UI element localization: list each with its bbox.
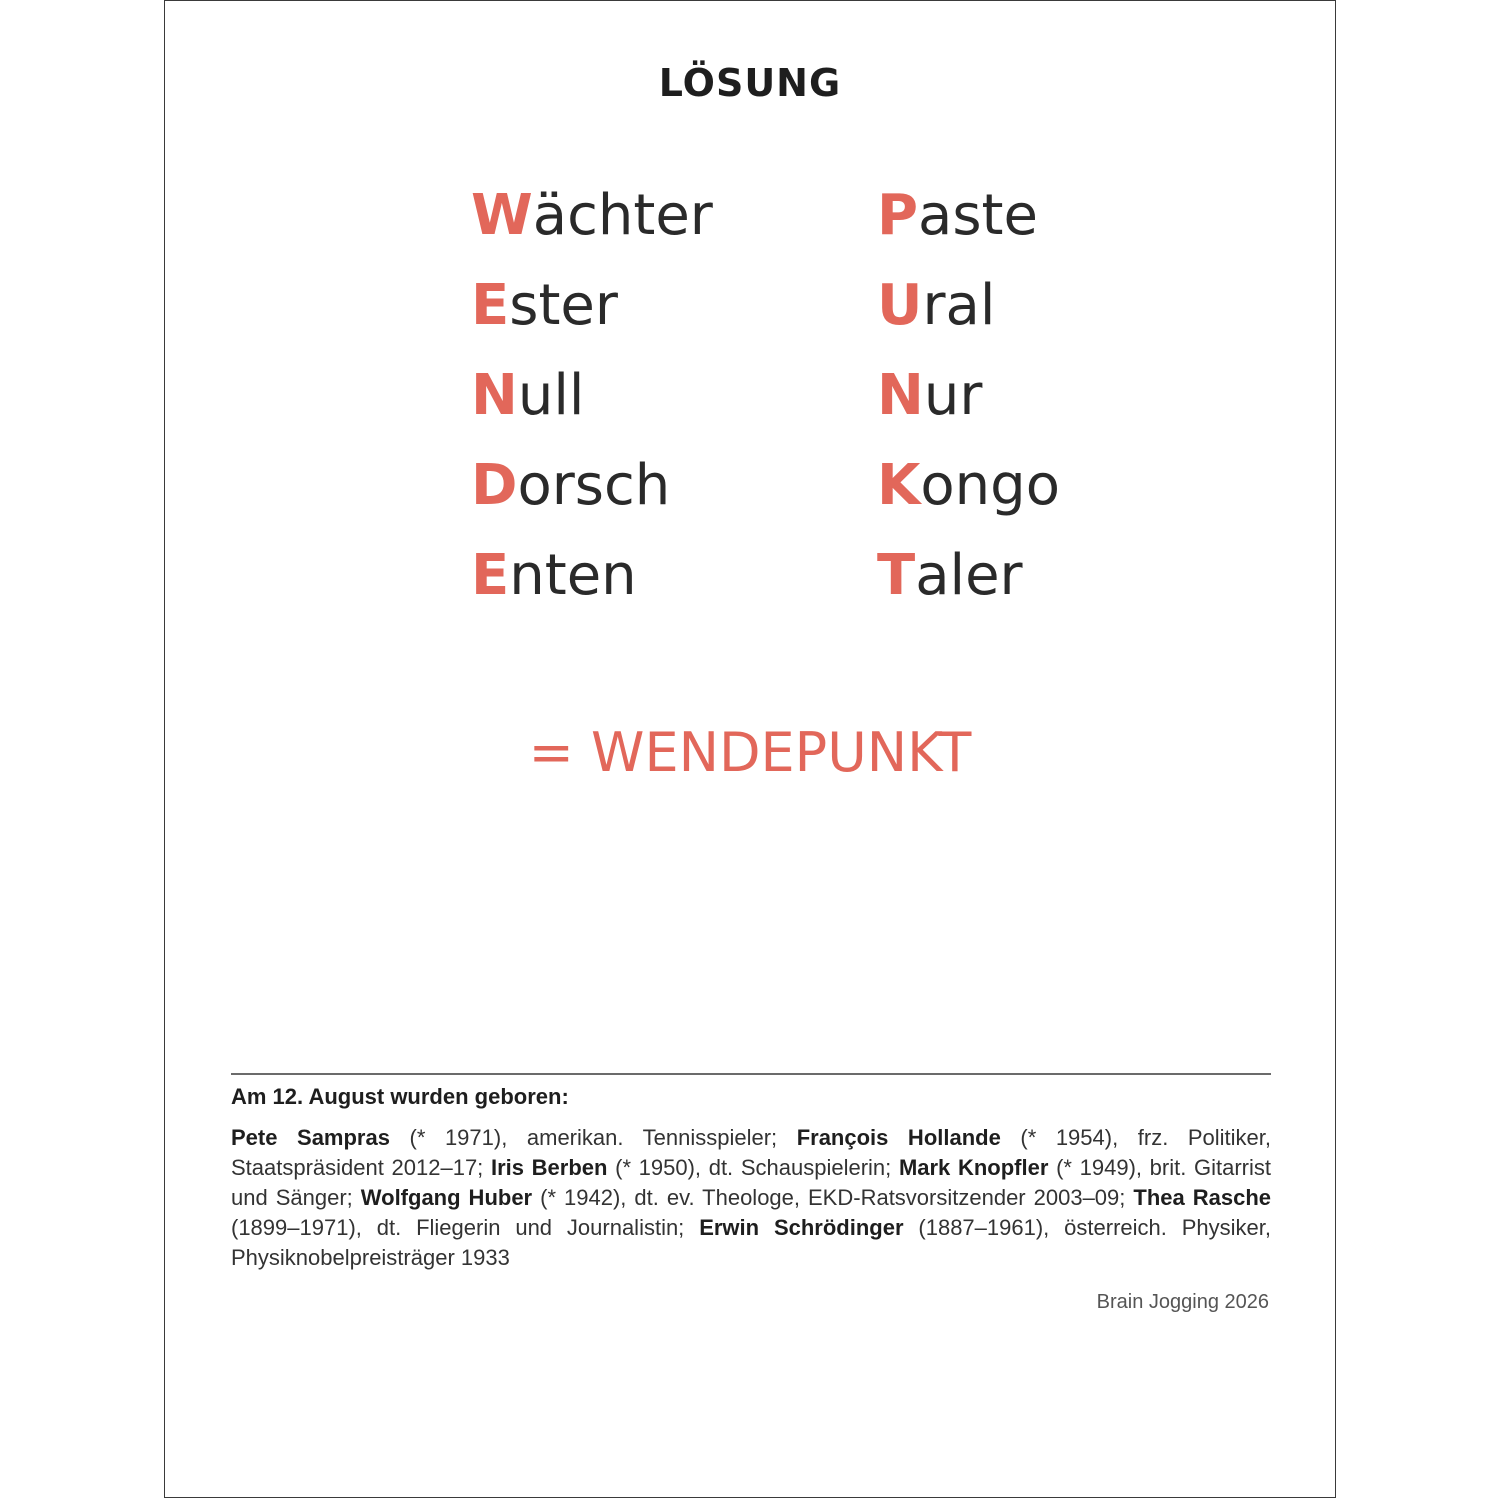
person-description: (1887–1961), österreich. Physiker, Physiknobelpreisträger 1933	[231, 1215, 1271, 1270]
person-description: (* 1950), dt. Schauspielerin;	[607, 1155, 899, 1180]
word-initial: K	[877, 453, 921, 518]
word-initial: E	[471, 543, 510, 608]
word-right-2	[877, 273, 1060, 363]
word-left-3	[471, 363, 713, 453]
word-rest: ral	[922, 273, 996, 338]
person-name: Mark Knopfler	[898, 1155, 1049, 1180]
word-rest: nten	[509, 543, 637, 608]
person-description: (* 1971), amerikan. Tennisspieler;	[389, 1125, 797, 1150]
person-name: Pete Sampras	[231, 1125, 390, 1150]
word-rest: orsch	[517, 453, 671, 518]
word-left-1	[471, 183, 713, 273]
word-initial: E	[471, 273, 510, 338]
word-rest: aste	[918, 183, 1038, 248]
person-name: Wolfgang Huber	[360, 1185, 533, 1210]
word-initial: P	[877, 183, 919, 248]
word-right-5	[877, 543, 1060, 633]
word-rest: ur	[923, 363, 983, 428]
person-name: Erwin Schrödinger	[699, 1215, 904, 1240]
word-rest: ull	[517, 363, 585, 428]
person-name: Thea Rasche	[1133, 1185, 1272, 1210]
person-description: (1899–1971), dt. Fliegerin und Journalistin;	[231, 1215, 700, 1240]
word-rest: ächter	[532, 183, 713, 248]
word-initial: W	[471, 183, 533, 248]
calendar-page	[164, 0, 1336, 1498]
person-name: François Hollande	[796, 1125, 1001, 1150]
person-description: (* 1949), brit. Gitarrist und Sänger;	[231, 1155, 1272, 1210]
page-title: LÖSUNG	[658, 61, 842, 105]
person-description: (* 1942), dt. ev. Theologe, EKD-Ratsvorsitzender 2003–09;	[532, 1185, 1134, 1210]
word-column-right	[877, 183, 1060, 633]
word-right-4	[877, 453, 1060, 543]
word-initial: T	[877, 543, 916, 608]
word-rest: ster	[509, 273, 618, 338]
person-name: Iris Berben	[490, 1155, 608, 1180]
word-initial: U	[877, 273, 923, 338]
word-initial: D	[471, 453, 518, 518]
word-right-3	[877, 363, 1060, 453]
footer-credit: Brain Jogging 2026	[1096, 1291, 1269, 1313]
word-right-1	[877, 183, 1060, 273]
word-left-4	[471, 453, 713, 543]
word-rest: ongo	[920, 453, 1060, 518]
births-paragraph	[231, 1123, 1271, 1273]
solution-result: = WENDEPUNKT	[528, 721, 972, 784]
person-description: (* 1954), frz. Politiker, Staatspräsident 2012–17;	[231, 1125, 1271, 1180]
word-initial: N	[877, 363, 924, 428]
word-column-left	[471, 183, 713, 633]
word-initial: N	[471, 363, 518, 428]
word-left-5	[471, 543, 713, 633]
word-left-2	[471, 273, 713, 363]
word-rest: aler	[915, 543, 1023, 608]
births-heading: Am 12. August wurden geboren:	[231, 1084, 569, 1109]
divider	[231, 1073, 1271, 1075]
